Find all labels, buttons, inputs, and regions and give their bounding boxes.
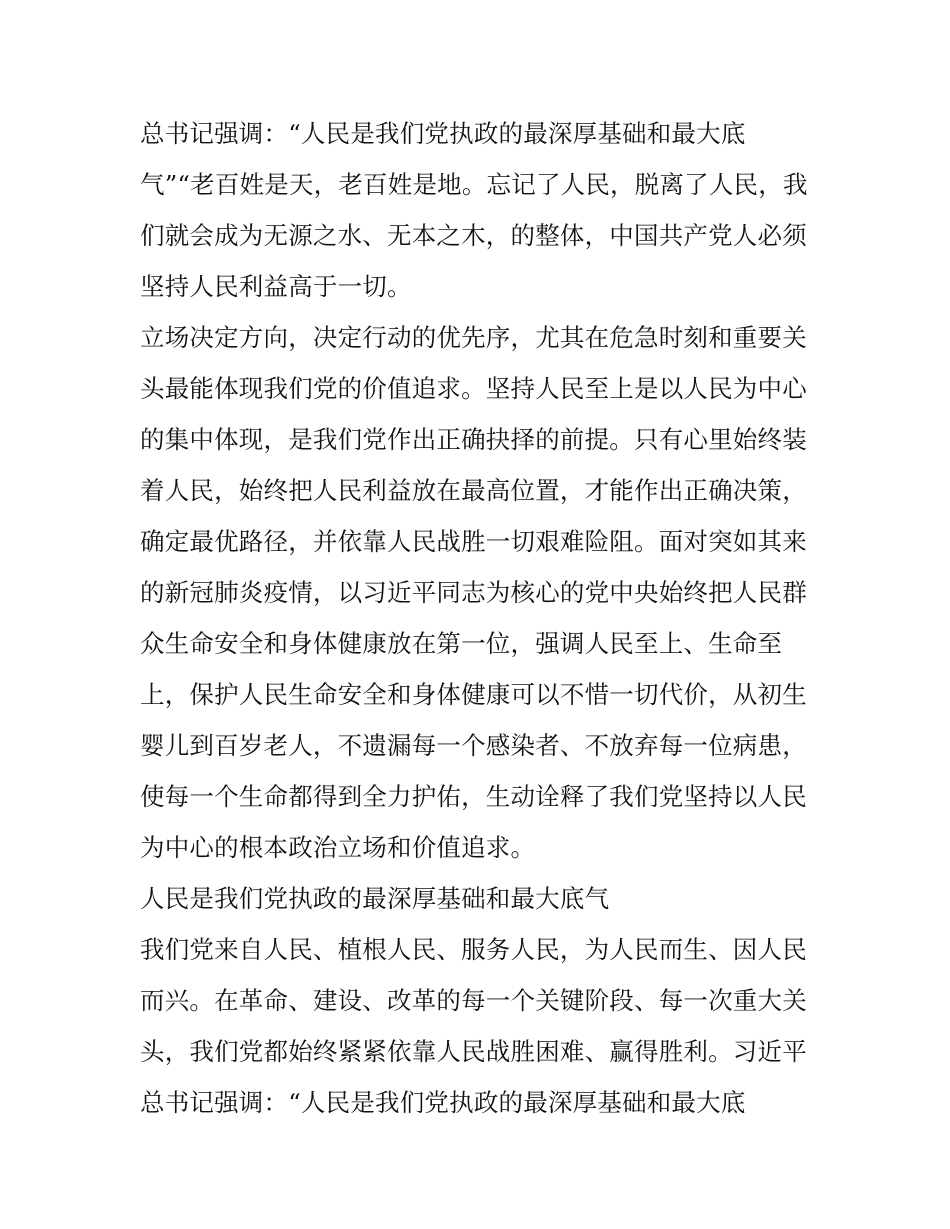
- text-line: 立场决定方向，决定行动的优先序，尤其在危急时刻和重要关: [140, 323, 807, 352]
- text-line: 们就会成为无源之水、无本之木，的整体，中国共产党人必须: [140, 221, 807, 250]
- text-line: 头最能体现我们党的价值追求。坚持人民至上是以人民为中心: [140, 374, 807, 403]
- text-line: 总书记强调：“人民是我们党执政的最深厚基础和最大底: [140, 1088, 746, 1117]
- text-line: 而兴。在革命、建设、改革的每一个关键阶段、每一次重大关: [140, 986, 807, 1015]
- text-line: 头，我们党都始终紧紧依靠人民战胜困难、赢得胜利。习近平: [140, 1037, 807, 1066]
- text-line: 气”“老百姓是天，老百姓是地。忘记了人民，脱离了人民，我: [140, 170, 808, 199]
- text-line: 婴儿到百岁老人，不遗漏每一个感染者、不放弃每一位病患，: [140, 731, 807, 760]
- text-line: 众生命安全和身体健康放在第一位，强调人民至上、生命至: [140, 629, 783, 658]
- text-line: 的新冠肺炎疫情，以习近平同志为核心的党中央始终把人民群: [140, 578, 807, 607]
- text-line: 着人民，始终把人民利益放在最高位置，才能作出正确决策，: [140, 476, 807, 505]
- text-line: 总书记强调：“人民是我们党执政的最深厚基础和最大底: [140, 119, 746, 148]
- text-line: 确定最优路径，并依靠人民战胜一切艰难险阻。面对突如其来: [140, 527, 807, 556]
- text-line: 坚持人民利益高于一切。: [140, 272, 412, 301]
- text-line: 为中心的根本政治立场和价值追求。: [140, 833, 536, 862]
- text-line: 的集中体现，是我们党作出正确抉择的前提。只有心里始终装: [140, 425, 807, 454]
- document-body: [140, 108, 820, 1128]
- section-heading: 人民是我们党执政的最深厚基础和最大底气: [140, 884, 610, 913]
- text-line: 上，保护人民生命安全和身体健康可以不惜一切代价，从初生: [140, 680, 807, 709]
- text-line: 使每一个生命都得到全力护佑，生动诠释了我们党坚持以人民: [140, 782, 807, 811]
- text-line: 我们党来自人民、植根人民、服务人民，为人民而生、因人民: [140, 935, 807, 964]
